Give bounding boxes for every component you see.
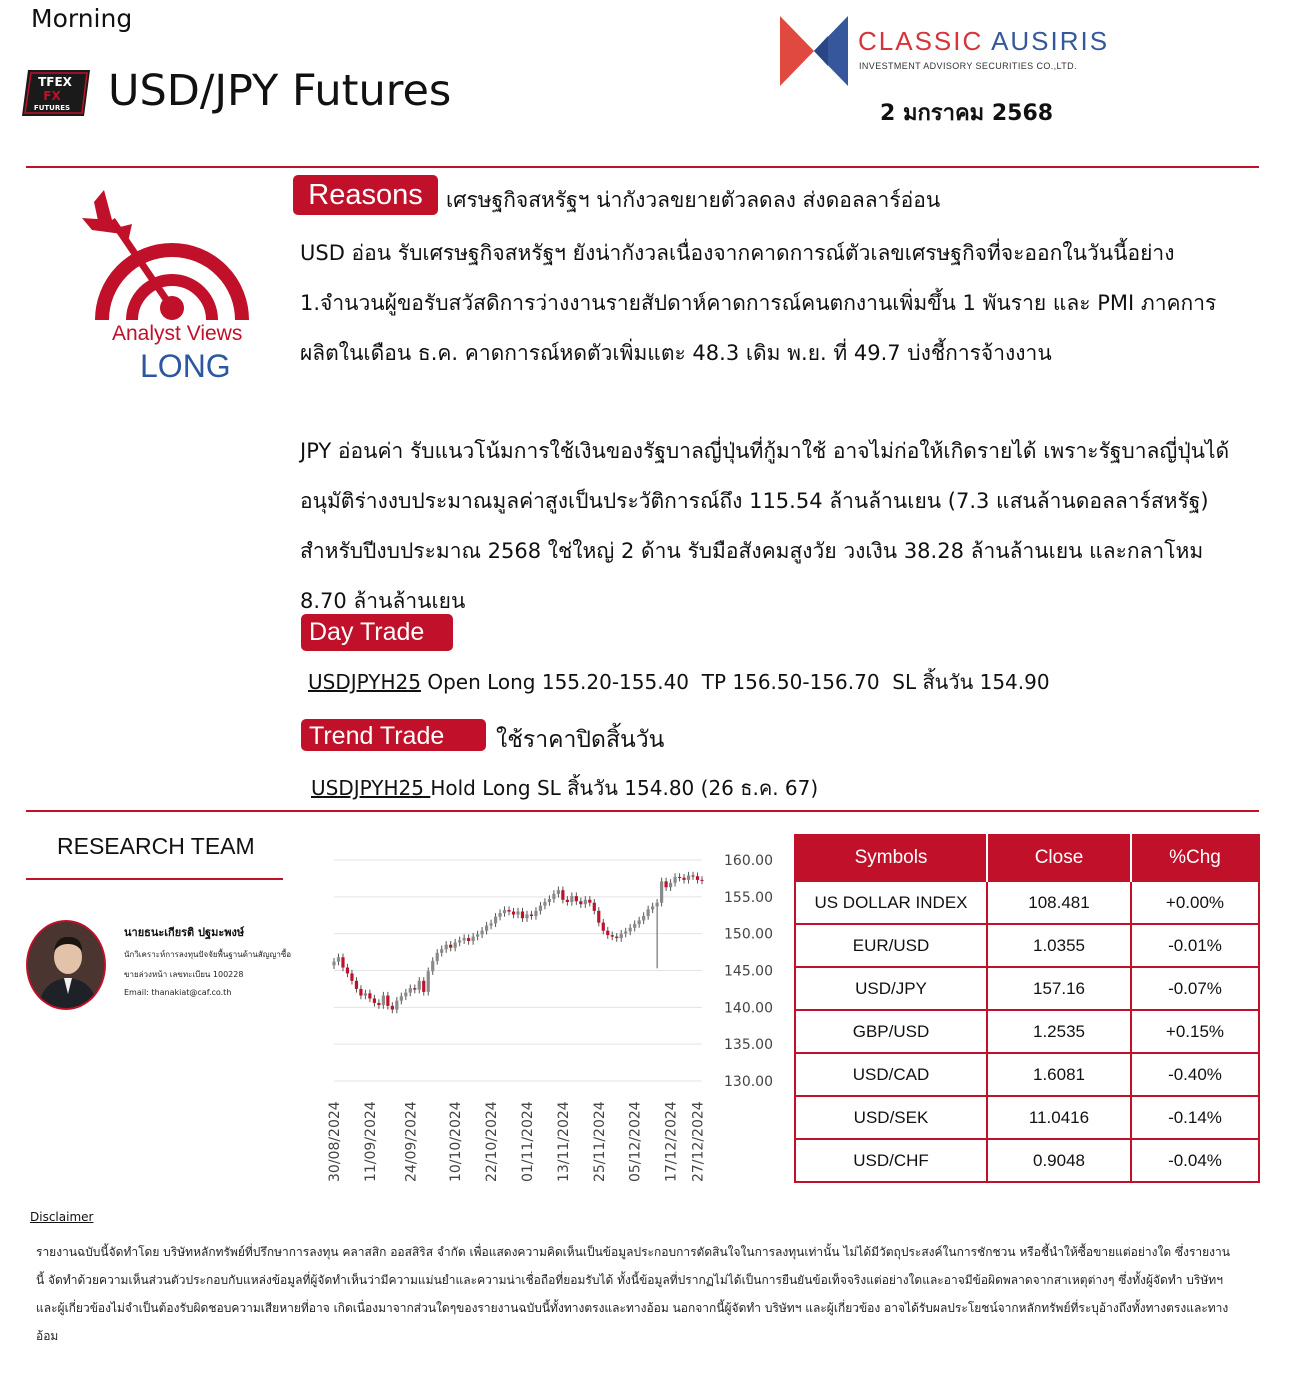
candle-body [395,1001,398,1010]
candle-body [629,928,632,932]
candle-body [691,875,694,876]
candle-body [368,993,371,998]
candle-body [660,881,663,902]
candle-body [700,880,703,881]
day-trade-recommendation [308,666,1050,698]
candle-body [638,920,641,924]
svg-text:TFEX: TFEX [38,75,72,89]
candle-body [651,906,654,909]
candle-body [566,900,569,902]
reasons-tag: Reasons [293,175,438,215]
change-cell: -0.04% [1131,1139,1259,1182]
candle-body [382,996,385,1006]
candle-body [400,996,403,1000]
candle-body [413,988,416,989]
candle-body [557,890,560,894]
candle-body [593,903,596,911]
reason-paragraph-jpy: JPY อ่อนค่า รับแนวโน้มการใช้เงินของรัฐบาลญี่ปุ่นที่กู้มาใช้ อาจไม่ก่อให้เกิดรายได้ เพราะรัฐบาลญี่ปุ่นได้อนุมัติร่างงบประมาณมูลค่าสูงเป็นประวัติการณ์ถึง 115.54 ล้านล้านเยน (7.3 แสนล้านดอลลาร์สหรัฐ) สำหรับปีงบประมาณ 2568 ใช่ใหญ่ 2 ด้าน รับมือสังคมสูงวัย วงเงิน 38.28 ล้านล้านเยน และกลาโหม 8.70 ล้านล้านเยน [300,439,1230,613]
y-tick-label: 140.00 [724,1000,773,1017]
y-tick-label: 135.00 [724,1037,773,1054]
candle-body [467,938,470,941]
table-row [795,1010,1259,1053]
y-tick-label: 155.00 [724,889,773,906]
candle-body [409,988,412,992]
candle-body [682,878,685,880]
svg-text:FUTURES: FUTURES [33,104,71,112]
candle-body [494,917,497,924]
candle-body [543,902,546,906]
svg-text:FX: FX [43,89,61,103]
disclaimer-title: Disclaimer [30,1210,94,1224]
candle-body [458,940,461,942]
candle-body [350,973,353,980]
symbol-cell: USD/CHF [795,1139,987,1182]
target-arrow-icon [72,190,272,320]
candle-body [530,915,533,916]
candle-body [548,899,551,902]
edition-label: Morning [31,4,133,33]
candle-body [669,883,672,887]
y-tick-label: 150.00 [724,926,773,943]
x-tick-label: 05/12/2024 [627,1101,644,1182]
table-row [795,1096,1259,1139]
brand-name-ausiris: AUSIRIS [991,26,1110,56]
analyst-license: ขายล่วงหน้า เลขทะเบียน 100228 [124,970,244,979]
table-row [795,924,1259,967]
day-trade-symbol: USDJPYH25 [308,670,421,694]
symbol-cell: USD/SEK [795,1096,987,1139]
report-date: 2 มกราคม 2568 [880,101,1054,126]
candle-body [561,890,564,900]
candle-body [355,981,358,989]
tfex-fx-futures-logo [22,70,90,116]
research-team-title: RESEARCH TEAM [57,833,255,859]
candle-body [454,943,457,948]
y-tick-label: 130.00 [724,1074,773,1090]
change-cell: -0.07% [1131,967,1259,1010]
x-tick-label: 27/12/2024 [690,1101,707,1182]
candle-body [687,875,690,879]
candle-body [480,931,483,935]
candle-body [341,957,344,967]
brand-name-classic: CLASSIC [858,26,984,56]
y-tick-label: 160.00 [724,853,773,869]
x-tick-label: 22/10/2024 [484,1101,501,1182]
trend-trade-note: ใช้ราคาปิดสิ้นวัน [496,727,665,753]
candle-body [485,926,488,931]
close-cell: 157.16 [987,967,1131,1010]
x-tick-label: 24/09/2024 [403,1101,420,1182]
candle-body [472,937,475,941]
x-tick-label: 25/11/2024 [591,1101,608,1182]
symbol-cell: GBP/USD [795,1010,987,1053]
column-header: %Chg [1131,835,1259,881]
table-header-row [795,835,1259,881]
classic-ausiris-logo-mark [780,16,848,86]
candle-body [575,896,578,901]
disclaimer-text: รายงานฉบับนี้จัดทำโดย บริษัทหลักทรัพย์ที่ปรึกษาการลงทุน คลาสสิก ออสสิริส จำกัด เพื่อแสดงความคิดเห็นเป็นข้อมูลประกอบการตัดสินใจในการลงทุนเท่านั้น ไม่ได้มีวัตถุประสงค์ในการชักชวน หรือชี้นำให้ซื้อขายแต่อย่างใด ซึ่งรายงานนี้ จัดทำด้วยความเห็นส่วนตัวประกอบกับแหล่งข้อมูลที่ผู้จัดทำเห็นว่ามีความแม่นยำและความน่าเชื่อถือที่ยอมรับได้ ทั้งนี้ข้อมูลที่ปรากฏไม่ได้เป็นการยืนยันข้อเท็จจริงแต่อย่างใดและอาจมีข้อผิดพลาดจากสาเหตุต่างๆ ซึ่งทั้งผู้จัดทำ บริษัทฯ และผู้เกี่ยวข้องไม่จำเป็นต้องรับผิดชอบความเสียหายที่อาจ เกิดเนื่องมาจากส่วนใดๆของรายงานฉบับนี้ทั้งทางตรงและทางอ้อม นอกจากนี้ผู้จัดทำ บริษัทฯ และผู้เกี่ยวข้อง อาจได้รับผลประโยชน์จากหลักทรัพย์ที่ระบุอ้างถึงทั้งทางตรงและทางอ้อม [36,1245,1230,1343]
candle-body [534,911,537,916]
column-header: Symbols [795,835,987,881]
reason-paragraph-usd: USD อ่อน รับเศรษฐกิจสหรัฐฯ ยังน่ากังวลเนื่องจากคาดการณ์ตัวเลขเศรษฐกิจที่จะออกในวันนี้อย่าง 1.จำนวนผู้ขอรับสวัสดิการว่างงานรายสัปดาห์คาดการณ์คนตกงานเพิ่มขึ้น 1 พันราย และ PMI ภาคการผลิตในเดือน ธ.ค. คาดการณ์หดตัวเพิ่มแตะ 48.3 เดิม พ.ย. ที่ 49.7 บ่งชี้การจ้างงาน [300,241,1217,365]
candle-body [359,989,362,996]
symbol-cell: US DOLLAR INDEX [795,881,987,924]
trend-trade-symbol: USDJPYH25 [311,776,431,800]
table-row [795,1053,1259,1096]
trend-trade-detail: Hold Long SL สิ้นวัน 154.80 (26 ธ.ค. 67) [430,776,819,800]
header-divider [26,166,1259,168]
candle-body [503,910,506,913]
table-row [795,967,1259,1010]
candle-body [386,996,389,1006]
change-cell: +0.15% [1131,1010,1259,1053]
candle-body [449,945,452,948]
change-cell: -0.01% [1131,924,1259,967]
candle-body [332,962,335,966]
reasons-headline: เศรษฐกิจสหรัฐฯ น่ากังวลขยายตัวลดลง ส่งดอลลาร์อ่อน [446,188,941,212]
candle-body [647,909,650,916]
analyst-view-value: LONG [140,348,231,384]
candle-body [673,877,676,883]
candle-body [404,993,407,997]
close-cell: 1.6081 [987,1053,1131,1096]
candle-body [391,1006,394,1010]
candle-body [678,877,681,878]
candle-body [489,923,492,925]
candle-body [377,1003,380,1005]
close-cell: 108.481 [987,881,1131,924]
x-tick-label: 17/12/2024 [663,1101,680,1182]
column-header: Close [987,835,1131,881]
brand-subtitle: INVESTMENT ADVISORY SECURITIES CO.,LTD. [859,61,1077,71]
candle-body [570,896,573,902]
analyst-email: Email: thanakiat@caf.co.th [124,988,232,997]
avatar [26,920,106,1010]
trend-trade-tag: Trend Trade [301,719,486,751]
day-trade-detail: Open Long 155.20-155.40 TP 156.50-156.70 SL สิ้นวัน 154.90 [420,670,1050,694]
candle-body [346,968,349,974]
research-team-rule [26,878,283,880]
candle-body [611,935,614,936]
candle-body [498,913,501,917]
candle-body [516,912,519,915]
table-row [795,1139,1259,1182]
candle-body [642,916,645,920]
candle-body [422,981,425,992]
symbol-cell: USD/JPY [795,967,987,1010]
x-tick-label: 13/11/2024 [555,1101,572,1182]
candle-body [620,934,623,938]
table-row [795,881,1259,924]
candle-body [552,894,555,899]
candle-body [521,912,524,919]
x-tick-label: 11/09/2024 [362,1101,379,1182]
change-cell: -0.14% [1131,1096,1259,1139]
candle-body [584,900,587,904]
candle-body [633,924,636,928]
candle-body [431,961,434,971]
candle-body [597,911,600,923]
candle-body [525,915,528,919]
change-cell: -0.40% [1131,1053,1259,1096]
close-cell: 1.0355 [987,924,1131,967]
candle-body [418,981,421,990]
candle-body [436,953,439,961]
symbol-cell: USD/CAD [795,1053,987,1096]
x-tick-label: 30/08/2024 [327,1101,343,1182]
candle-body [440,949,443,953]
candle-body [624,931,627,933]
candle-body [615,937,618,938]
candle-body [588,900,591,903]
fx-quote-table [794,834,1260,1183]
candle-body [427,971,430,992]
candle-body [696,876,699,880]
analyst-portrait-icon [28,922,106,1010]
candle-body [476,934,479,936]
usdjpy-price-chart [318,845,788,1190]
candle-body [512,912,515,915]
candle-body [337,957,340,961]
y-tick-label: 145.00 [724,963,773,980]
brand-name [858,26,1109,57]
symbol-cell: EUR/USD [795,924,987,967]
candle-body [579,901,582,904]
candle-body [463,938,466,940]
x-tick-label: 01/11/2024 [519,1101,536,1182]
product-title: USD/JPY Futures [108,66,452,116]
close-cell: 1.2535 [987,1010,1131,1053]
candle-body [664,881,667,887]
close-cell: 0.9048 [987,1139,1131,1182]
candle-body [507,910,510,911]
candle-body [656,903,659,907]
section-divider [26,810,1259,812]
change-cell: +0.00% [1131,881,1259,924]
analyst-role: นักวิเคราะห์การลงทุนปัจจัยพื้นฐานด้านสัญญาซื้อ [124,950,292,959]
x-tick-label: 10/10/2024 [448,1101,465,1182]
trend-trade-recommendation [311,772,818,804]
day-trade-tag: Day Trade [301,614,453,651]
analyst-name: นายธนะเกียรติ ปฐมะพงษ์ [124,926,245,939]
candle-body [373,998,376,1002]
candle-body [445,945,448,949]
candle-body [364,993,367,995]
candle-body [606,931,609,935]
candle-body [539,906,542,911]
candle-body [602,923,605,931]
close-cell: 11.0416 [987,1096,1131,1139]
analyst-views-label: Analyst Views [112,322,243,345]
